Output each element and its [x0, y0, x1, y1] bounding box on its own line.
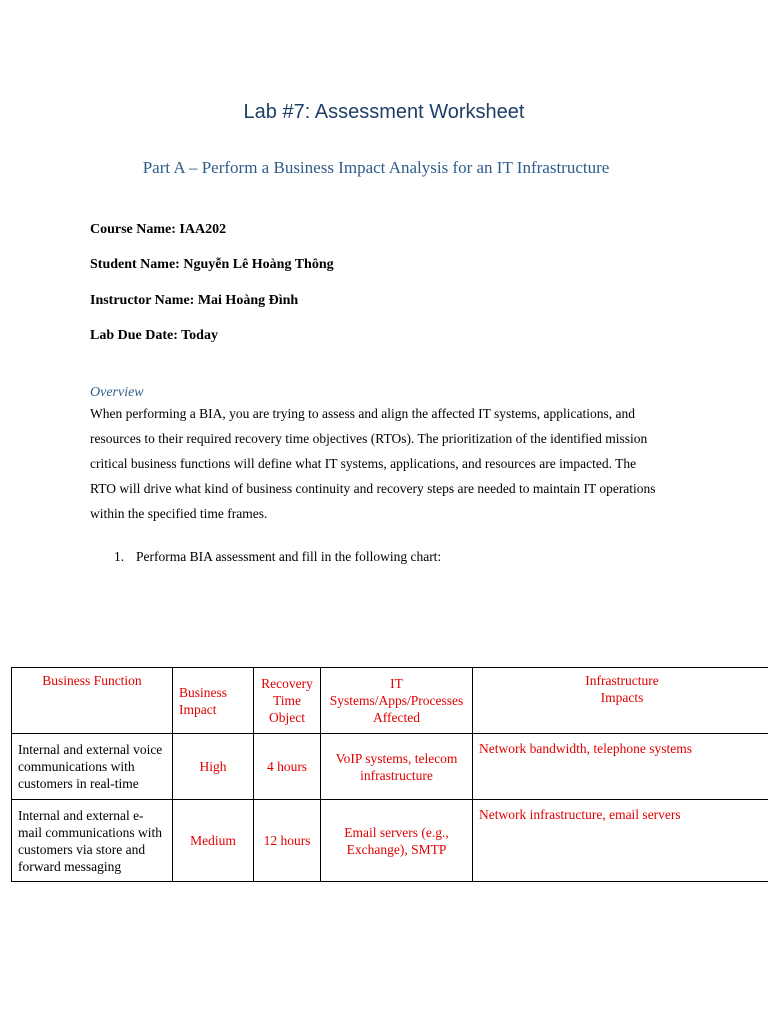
- cell-business-function: [12, 734, 173, 800]
- cell-text: communications with: [18, 759, 135, 774]
- cell-it-systems: [321, 734, 473, 800]
- cell-text: infrastructure: [360, 767, 433, 783]
- task-number: 1.: [114, 549, 125, 564]
- header-label: Affected: [373, 710, 420, 725]
- cell-recovery-time: 12 hours: [254, 800, 321, 882]
- cell-text: mail communications with: [18, 824, 162, 840]
- bia-table: [11, 667, 768, 882]
- cell-business-impact: Medium: [173, 800, 254, 882]
- cell-infrastructure-impacts: Network infrastructure, email servers: [473, 800, 768, 882]
- page-subtitle: Part A – Perform a Business Impact Analysis for an IT Infrastructure: [142, 158, 610, 177]
- lab-due-date: Lab Due Date: Today: [90, 328, 218, 343]
- cell-text: Exchange), SMTP: [346, 841, 447, 857]
- task-item: [114, 549, 441, 565]
- overview-line: critical business functions will define what IT systems, applications, and resources are impacted. The: [90, 456, 637, 471]
- header-label: Impact: [179, 701, 217, 717]
- header-label: Business: [179, 684, 228, 700]
- cell-text: customers in real-time: [18, 776, 139, 791]
- header-business-function: [12, 668, 173, 734]
- header-label: Infrastructure: [585, 673, 659, 688]
- cell-text: Email servers (e.g.,: [344, 824, 449, 840]
- page-title: Lab #7: Assessment Worksheet: [243, 101, 525, 123]
- task-text: Performa BIA assessment and fill in the following chart:: [136, 549, 442, 564]
- table-header-row: [12, 668, 768, 734]
- cell-text: customers via store and: [18, 841, 146, 857]
- header-label: Recovery: [261, 676, 313, 691]
- cell-text: Internal and external voice: [18, 742, 163, 757]
- header-business-impact: [173, 668, 254, 734]
- cell-text: forward messaging: [18, 858, 122, 874]
- header-recovery-time: [254, 668, 321, 734]
- overview-heading: Overview: [90, 385, 144, 400]
- cell-business-impact: High: [173, 734, 254, 800]
- header-it-systems: [321, 668, 473, 734]
- course-name: Course Name: IAA202: [90, 222, 227, 237]
- cell-it-systems: [321, 800, 473, 882]
- cell-recovery-time: 4 hours: [254, 734, 321, 800]
- instructor-name: Instructor Name: Mai Hoàng Đình: [90, 293, 299, 308]
- header-label: Time: [272, 693, 301, 708]
- overview-line: When performing a BIA, you are trying to assess and align the affected IT systems, applications, and: [90, 406, 635, 421]
- header-label: Impacts: [600, 690, 644, 705]
- overview-line: RTO will drive what kind of business continuity and recovery steps are needed to maintain IT operations: [90, 481, 656, 496]
- cell-business-function: [12, 800, 173, 882]
- header-label: IT: [390, 676, 403, 691]
- cell-text: VoIP systems, telecom: [335, 750, 458, 766]
- header-label: Business Function: [42, 673, 142, 688]
- cell-infrastructure-impacts: Network bandwidth, telephone systems: [473, 734, 768, 800]
- table-row: [12, 734, 768, 800]
- table-row: [12, 800, 768, 882]
- overview-line: resources to their required recovery time objectives (RTOs). The prioritization of the identified mission: [90, 431, 648, 446]
- header-label: Object: [269, 710, 305, 725]
- header-label: Systems/Apps/Processes: [329, 693, 464, 708]
- header-infrastructure-impacts: [473, 668, 768, 734]
- overview-line: within the specified time frames.: [90, 506, 268, 521]
- cell-text: Internal and external e-: [18, 807, 144, 823]
- student-name: Student Name: Nguyễn Lê Hoàng Thông: [90, 257, 334, 272]
